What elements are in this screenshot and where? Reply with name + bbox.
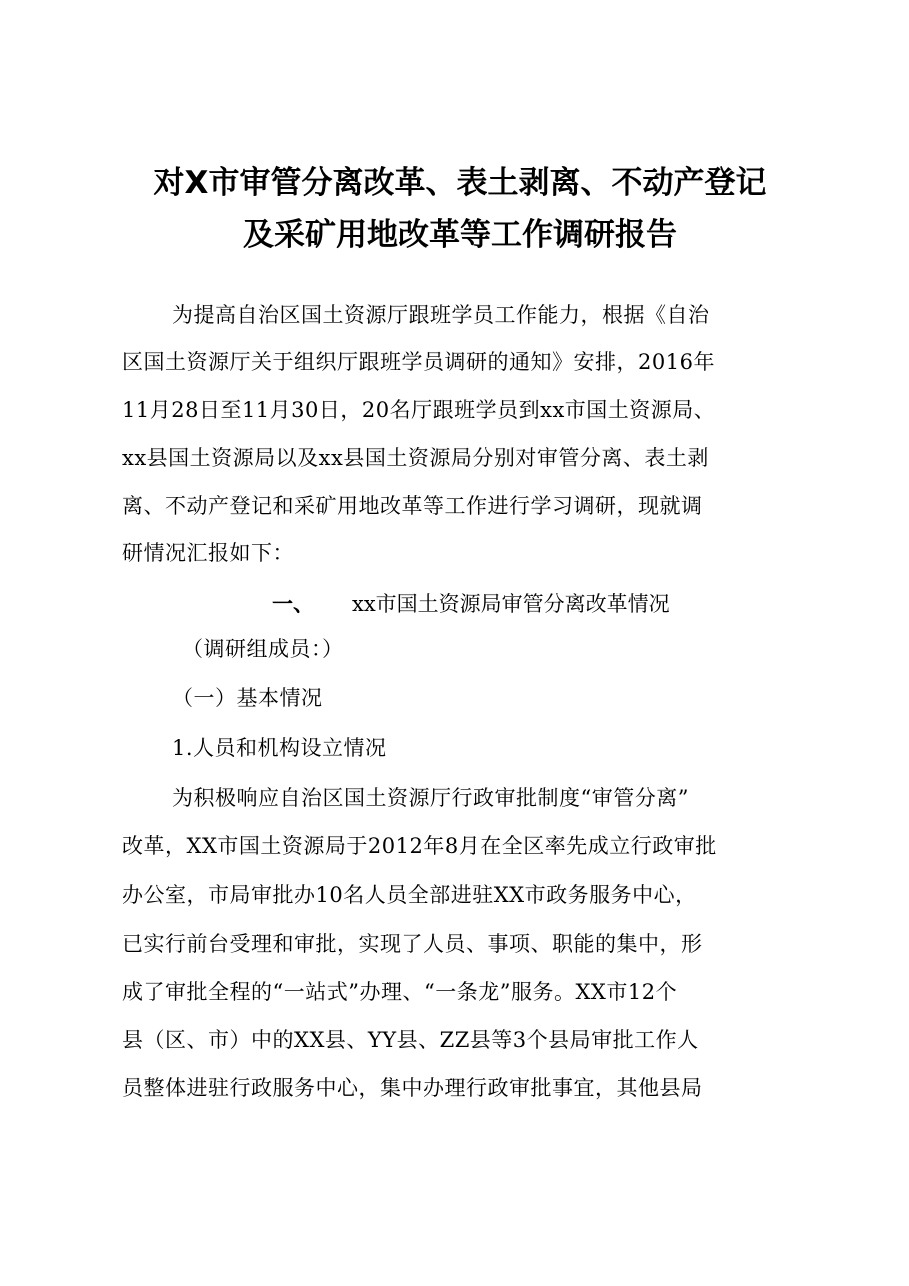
body-line-5: 成了审批全程的“一站式”办理、“一条龙”服务。XX市12个 bbox=[122, 980, 678, 1004]
members-note: （调研组成员：） bbox=[182, 637, 344, 661]
intro-line-4: xx县国土资源局以及xx县国土资源局分别对审管分离、表土剥 bbox=[122, 446, 709, 470]
body-line-4: 已实行前台受理和审批，实现了人员、事项、职能的集中，形 bbox=[122, 932, 703, 956]
intro-line-2: 区国土资源厅关于组织厅跟班学员调研的通知》安排，2016年 bbox=[122, 350, 715, 374]
section-number: 一、 bbox=[272, 592, 314, 616]
section-title: xx市国土资源局审管分离改革情况 bbox=[352, 592, 670, 616]
body-line-1: 为积极响应自治区国土资源厅行政审批制度“审管分离” bbox=[172, 786, 689, 810]
document-title-line-1: 对X市审管分离改革、表土剥离、不动产登记 bbox=[153, 165, 767, 201]
body-line-7: 员整体进驻行政服务中心，集中办理行政审批事宜，其他县局 bbox=[122, 1076, 703, 1100]
section-heading-1 bbox=[272, 589, 670, 619]
intro-line-1: 为提高自治区国土资源厅跟班学员工作能力，根据《自治 bbox=[172, 303, 710, 327]
document-title-line-2: 及采矿用地改革等工作调研报告 bbox=[243, 217, 677, 253]
subsection-heading: （一）基本情况 bbox=[172, 686, 323, 710]
intro-line-5: 离、不动产登记和采矿用地改革等工作进行学习调研，现就调 bbox=[122, 494, 703, 518]
item-heading: 1.人员和机构设立情况 bbox=[172, 736, 387, 760]
body-line-6: 县（区、市）中的XX县、YY县、ZZ县等3个县局审批工作人 bbox=[122, 1028, 699, 1052]
body-line-2: 改革，XX市国土资源局于2012年8月在全区率先成立行政审批 bbox=[122, 834, 717, 858]
intro-line-6: 研情况汇报如下： bbox=[122, 541, 294, 565]
intro-line-3: 11月28日至11月30日，20名厅跟班学员到xx市国土资源局、 bbox=[122, 398, 716, 422]
body-line-3: 办公室，市局审批办10名人员全部进驻XX市政务服务中心， bbox=[122, 883, 697, 907]
